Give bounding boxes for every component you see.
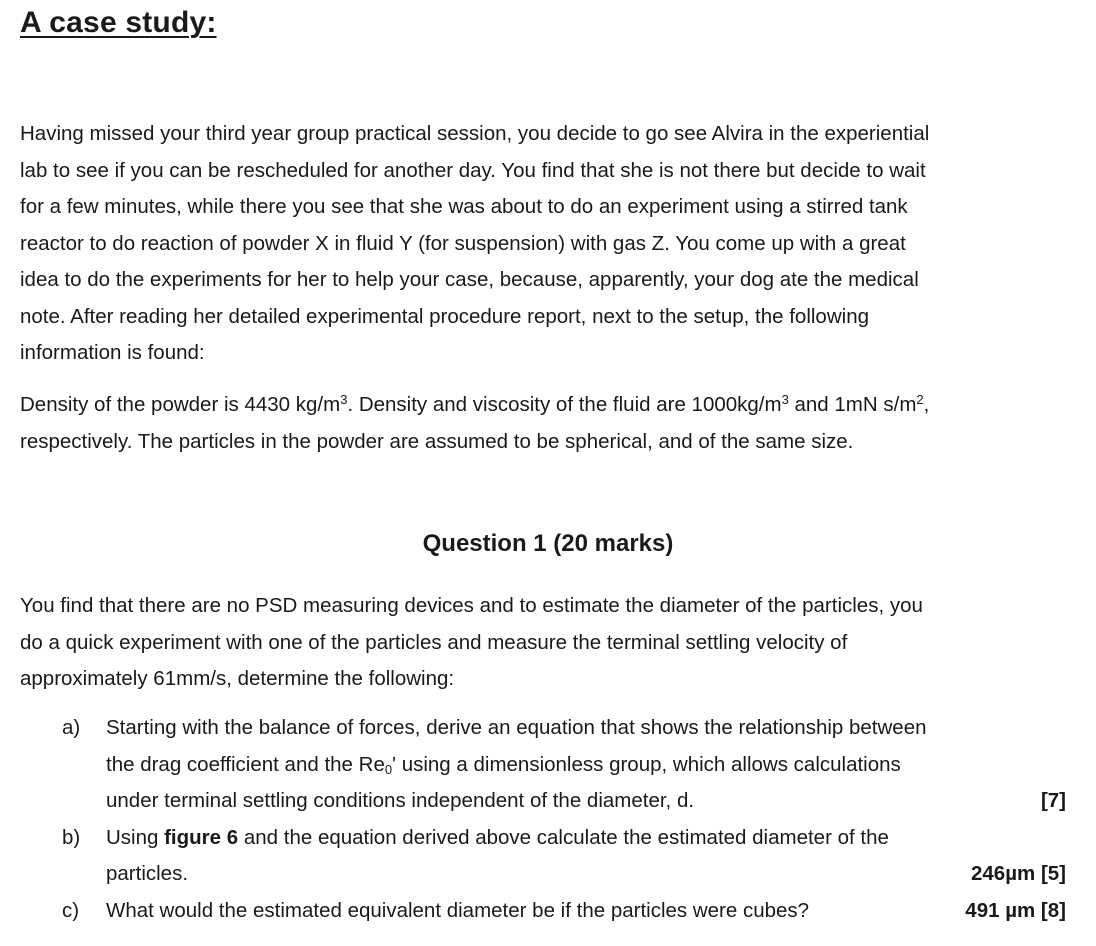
part-text-line: under terminal settling conditions independent of the diameter, d. [7] — [106, 783, 1066, 820]
part-text-line: What would the estimated equivalent diameter be if the particles were cubes? 491 µm [8] — [106, 893, 1066, 930]
intro-line: for a few minutes, while there you see that she was about to do an experiment using a stirred tank — [20, 195, 908, 218]
intro-line: idea to do the experiments for her to help your case, because, apparently, your dog ate the medical — [20, 268, 919, 291]
question-part-c — [62, 893, 1066, 930]
case-study-heading: A case study: — [20, 6, 217, 39]
part-marker: b) — [62, 825, 81, 849]
properties-line: Density of the powder is 4430 $kg/m^3$. Density and viscosity of the fluid are $1000kg/m^3$ and 1mN $s/m^2$, — [20, 392, 930, 416]
part-marks: 246µm [5] — [971, 862, 1066, 885]
part-marks: 491 µm [8] — [965, 898, 1066, 922]
question-parts-list — [62, 710, 1066, 929]
question-line: do a quick experiment with one of the particles and measure the terminal settling velocity of — [20, 630, 848, 654]
intro-line: Having missed your third year group practical session, you decide to go see Alvira in the experiential — [20, 122, 930, 145]
part-text-line: Starting with the balance of forces, derive an equation that shows the relationship between — [106, 716, 927, 739]
part-marker: c) — [62, 898, 80, 922]
question-line: You find that there are no PSD measuring devices and to estimate the diameter of the particles, you — [20, 594, 923, 617]
intro-line: note. After reading her detailed experimental procedure report, next to the setup, the following — [20, 304, 869, 328]
question-part-a — [62, 710, 1066, 820]
question-line: approximately 61mm/s, determine the following: — [20, 667, 455, 690]
intro-line: lab to see if you can be rescheduled for another day. You find that she is not there but decide to wait — [20, 158, 926, 182]
part-marks: [7] — [1040, 789, 1066, 812]
intro-paragraph — [20, 116, 1080, 372]
part-marker: a) — [62, 716, 81, 739]
part-text-line: the drag coefficient and the $Re_0'$ using a dimensionless group, which allows calculations — [106, 752, 901, 777]
properties-paragraph — [20, 387, 1080, 460]
intro-line: reactor to do reaction of powder X in fluid Y (for suspension) with gas Z. You come up with a great — [20, 231, 906, 255]
question-paragraph — [20, 588, 1080, 698]
question-part-b — [62, 820, 1066, 893]
part-text-line: Using figure 6 and the equation derived above calculate the estimated diameter of the — [106, 825, 889, 849]
part-text-line: particles. 246µm [5] — [106, 856, 1066, 893]
question-title: Question 1 (20 marks) — [422, 530, 674, 557]
properties-line: respectively. The particles in the powder are assumed to be spherical, and of the same size. — [20, 429, 854, 453]
intro-line: information is found: — [20, 341, 205, 364]
